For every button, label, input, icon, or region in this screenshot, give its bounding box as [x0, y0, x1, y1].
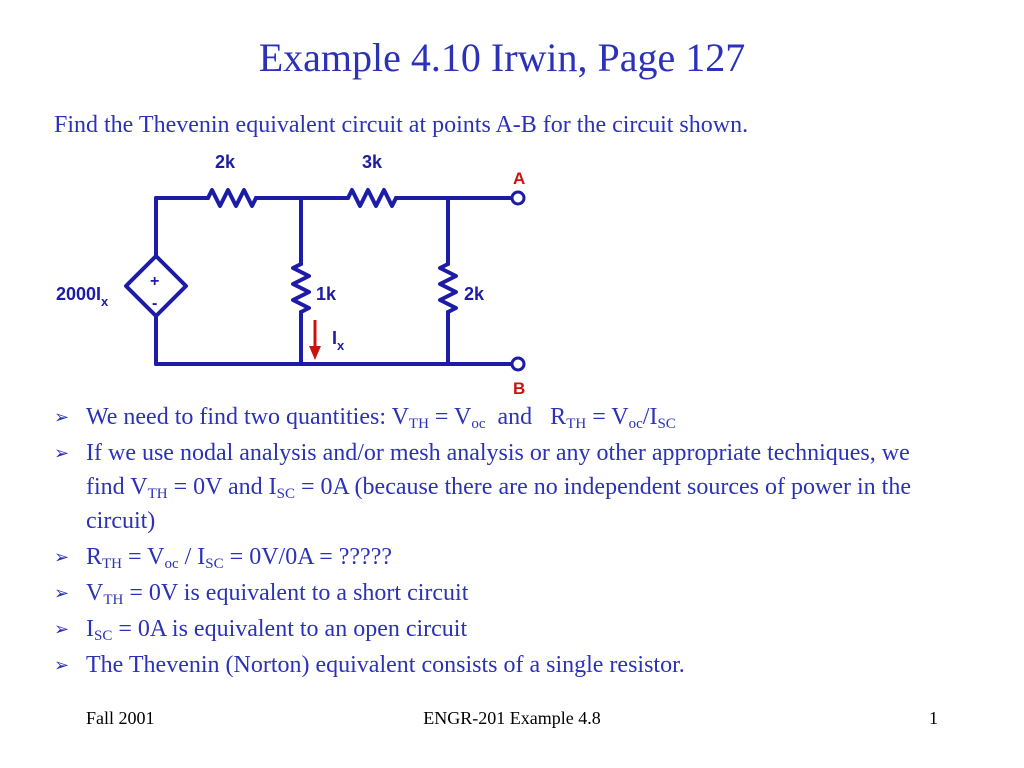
bullet-text: I — [86, 616, 94, 642]
bullet-item — [52, 612, 952, 646]
bullet-subscript: oc — [471, 416, 486, 432]
current-label-sub: x — [337, 338, 345, 353]
bullet-list — [52, 400, 952, 684]
bullet-subscript: SC — [276, 486, 295, 502]
bullet-item — [52, 436, 952, 538]
label-2k-top: 2k — [215, 152, 236, 172]
bullet-text: = 0A (because there are no independent sources of power in the circuit) — [86, 474, 911, 534]
source-label-sub: x — [101, 294, 109, 309]
footer-date: Fall 2001 — [86, 708, 155, 728]
resistor-3k-top — [348, 190, 396, 206]
terminal-b — [512, 358, 524, 370]
arrow-bullet-icon: ➢ — [54, 443, 70, 463]
arrow-bullet-icon: ➢ — [54, 547, 70, 567]
source-plus: + — [150, 273, 160, 290]
bullet-text: R — [86, 544, 103, 570]
terminal-a-label: A — [513, 169, 526, 188]
source-label-main: 2000I — [56, 284, 102, 304]
label-1k: 1k — [316, 284, 337, 304]
bullet-text: = V — [428, 404, 472, 430]
bullet-item — [52, 648, 952, 682]
bullet-item — [52, 400, 952, 434]
bullet-subscript: SC — [205, 556, 224, 572]
bullet-text: / I — [178, 544, 206, 570]
arrow-bullet-icon: ➢ — [54, 619, 70, 639]
intro-text: Find the Thevenin equivalent circuit at points A-B for the circuit shown. — [54, 112, 749, 138]
bullet-text: We need to find two quantities: V — [86, 404, 409, 430]
bullet-text: = 0V and I — [167, 474, 277, 500]
arrow-bullet-icon: ➢ — [54, 407, 70, 427]
resistor-2k-right — [440, 264, 456, 312]
slide-title: Example 4.10 Irwin, Page 127 — [258, 35, 746, 80]
circuit-diagram — [48, 146, 608, 398]
bullet-text: = 0A is equivalent to an open circuit — [112, 616, 468, 642]
current-label — [332, 328, 345, 353]
bullet-subscript: TH — [408, 416, 429, 432]
bullet-text: If we use nodal analysis and/or mesh analysis or any other appropriate techniques, we find V — [86, 440, 910, 500]
source-minus: - — [152, 295, 158, 312]
current-label-main: I — [332, 328, 338, 348]
source-label — [56, 284, 109, 309]
label-2k-right: 2k — [464, 284, 485, 304]
resistor-1k — [293, 264, 309, 312]
bullet-subscript: TH — [566, 416, 587, 432]
bullet-subscript: TH — [103, 592, 124, 608]
footer-page-number: 1 — [929, 708, 938, 728]
arrow-bullet-icon: ➢ — [54, 583, 70, 603]
footer-course: ENGR-201 Example 4.8 — [423, 708, 601, 728]
bullet-item — [52, 540, 952, 574]
terminal-b-label: B — [513, 379, 526, 398]
bullet-subscript: TH — [147, 486, 168, 502]
terminal-a — [512, 192, 524, 204]
bullet-text: = 0V/0A = ????? — [223, 544, 392, 570]
bullet-text: and R — [485, 404, 567, 430]
resistor-2k-top — [208, 190, 256, 206]
bullet-text: /I — [642, 404, 658, 430]
bullet-subscript: TH — [102, 556, 123, 572]
arrow-bullet-icon: ➢ — [54, 655, 70, 675]
bullet-item — [52, 576, 952, 610]
bullet-subscript: SC — [657, 416, 676, 432]
bullet-text: = V — [122, 544, 165, 570]
bullet-text: = V — [586, 404, 629, 430]
bullet-text: V — [86, 580, 104, 606]
label-3k-top: 3k — [362, 152, 383, 172]
current-arrow-head — [309, 346, 321, 360]
bullet-text: The Thevenin (Norton) equivalent consists of a single resistor. — [86, 652, 685, 678]
bullet-subscript: SC — [94, 628, 113, 644]
bullet-subscript: oc — [628, 416, 643, 432]
bullet-text: = 0V is equivalent to a short circuit — [123, 580, 469, 606]
bullet-subscript: oc — [164, 556, 179, 572]
